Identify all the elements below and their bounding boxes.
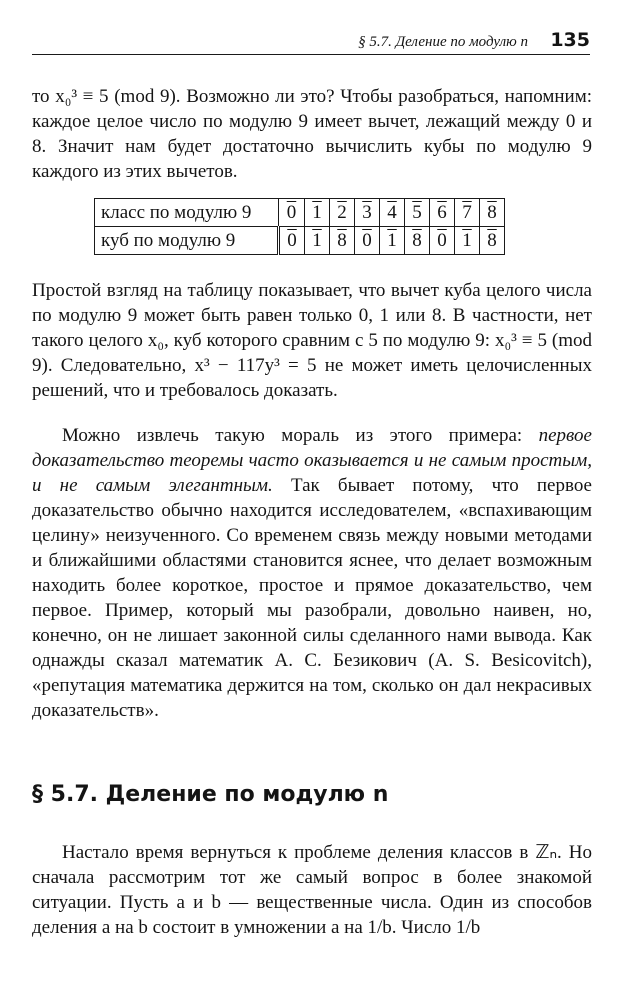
- row-label-cube: куб по модулю 9: [95, 227, 279, 255]
- table-cell: 4: [380, 199, 405, 227]
- table-cell: 0: [279, 199, 305, 227]
- table-row-cube: [95, 227, 505, 255]
- paragraph-table-conclusion: Простой взгляд на таблицу показывает, что вычет куба целого числа по модулю 9 может быть равен только 0, 1 или 8. В частности, нет такого целого x₀, куб которого сравним с 5 по модулю 9: x₀³ ≡ 5 (mod 9). Следовательно, x³ − 117y³ = 5 не может иметь целочисленных решений, что и требовалось доказать.: [32, 280, 592, 401]
- table-cell: 6: [430, 199, 455, 227]
- paragraph-intro: то x₀³ ≡ 5 (mod 9). Возможно ли это? Чтобы разобраться, напомним: каждое целое число по модулю 9 имеет вычет, лежащий между 0 и 8. Значит нам будет достаточно вычислить кубы по модулю 9 каждого из этих вычетов.: [32, 86, 592, 182]
- table-cell: 1: [305, 227, 330, 255]
- table-cell: 5: [405, 199, 430, 227]
- running-head: [32, 30, 590, 55]
- table-cell: 0: [279, 227, 305, 255]
- table-cell: 0: [430, 227, 455, 255]
- table-cell: 8: [480, 199, 505, 227]
- moral-lead: Можно извлечь такую мораль из этого примера:: [62, 425, 539, 446]
- paragraph-moral: [32, 423, 592, 723]
- section-heading: § 5.7. Деление по модулю n: [32, 782, 389, 807]
- table-cell: 7: [455, 199, 480, 227]
- table-row-class: [95, 199, 505, 227]
- table-cell: 8: [480, 227, 505, 255]
- running-head-section: § 5.7. Деление по модулю n: [358, 34, 528, 50]
- moral-rest: Так бывает потому, что первое доказательство обычно находится исследователем, «вспахивающим целину» неизученного. Со временем связь между новыми методами и ближайшими областями становится яснее, что делает возможным находить более короткое, простое и прямое доказательство, чем первое. Пример, который мы разобрали, довольно наивен, но, конечно, он не лишает законной силы сделанного нами вывода. Как однажды сказал математик А. С. Безикович (A. S. Besicovitch), «репутация математика держится на том, сколько он дал некрасивых доказательств».: [32, 475, 592, 721]
- table-cell: 1: [380, 227, 405, 255]
- table-cell: 8: [405, 227, 430, 255]
- paragraph-division: Настало время вернуться к проблеме деления классов в ℤₙ. Но сначала рассмотрим тот же самый вопрос в более знакомой ситуации. Пусть a и b — вещественные числа. Один из способов деления a на b состоит в умножении a на 1/b. Число 1/b: [32, 842, 592, 938]
- table-cell: 2: [330, 199, 355, 227]
- table-cell: 8: [330, 227, 355, 255]
- page-number: 135: [550, 29, 590, 51]
- moral-italic-statement: первое доказательство теоремы часто оказывается и не самым простым, и не самым элегантным.: [32, 425, 592, 496]
- table-cell: 1: [305, 199, 330, 227]
- table-cell: 0: [355, 227, 380, 255]
- row-label-class: класс по модулю 9: [95, 199, 279, 227]
- residue-cube-table: [94, 198, 505, 255]
- table-cell: 1: [455, 227, 480, 255]
- table-cell: 3: [355, 199, 380, 227]
